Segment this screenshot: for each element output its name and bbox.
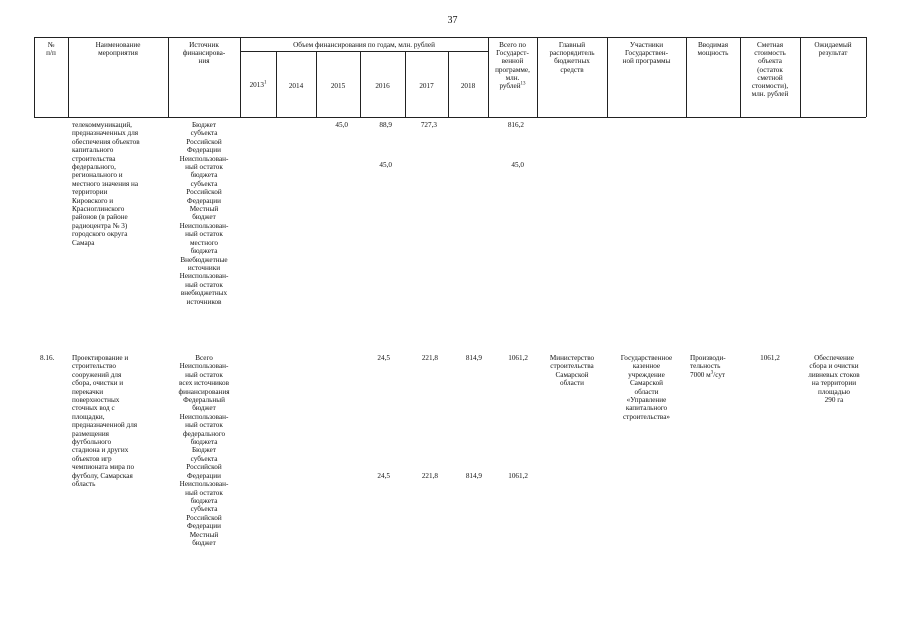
row-2-line2-total: 1061,2	[508, 472, 528, 480]
row-2-total: 1061,2	[508, 354, 528, 362]
header-total	[488, 41, 537, 90]
header-total-label: Всего по Государст- венной программе, млн. рублей	[495, 41, 530, 91]
header-num: № п/п	[46, 41, 56, 58]
row-2-num: 8.16.	[40, 354, 55, 362]
header-participants: Участники Государствен- ной программы	[622, 41, 671, 66]
row-2-estimated-cost: 1061,2	[760, 354, 780, 362]
table-top-border	[34, 37, 866, 38]
row-2-line2-y2017: 221,8	[421, 472, 438, 480]
row-2-sources: Всего Неиспользован- ный остаток всех источников финансирования Федеральный бюджет Неиспользован- ный остаток федерального бюджета Бюджет субъекта Российской Федерации Неиспользован- ный остаток бюджета субъекта Российской Федерации Местный бюджет	[178, 354, 230, 547]
row-2-manager: Министерство строительства Самарской области	[549, 354, 595, 388]
header-expected-result: Ожидаемый результат	[814, 41, 852, 58]
row-1-line2-total: 45,0	[511, 161, 524, 169]
row-1-line2-y2016: 45,0	[379, 161, 392, 169]
header-capacity: Вводимая мощность	[697, 41, 729, 58]
header-year-2013	[240, 81, 276, 89]
header-year-2015: 2015	[330, 82, 346, 90]
col-border-right	[866, 37, 867, 117]
row-1-measure: телекоммуникаций, предназначенных для обеспечения объектов капитального строительства федерального, регионального и местного значения на территории Кировского и Красноглинского районов (в районе радиоцентра № 3) городского округа Самара	[72, 121, 140, 247]
header-bottom-border	[34, 117, 866, 118]
row-2-line2-y2016: 24,5	[377, 472, 390, 480]
header-estimated-cost: Сметная стоимость объекта (остаток сметной стоимости), млн. рублей	[751, 41, 789, 99]
header-source: Источник финансирова- ния	[182, 41, 226, 66]
row-1-y2015: 45,0	[335, 121, 348, 129]
row-2-line2-y2018: 814,9	[465, 472, 482, 480]
year-2013-label: 2013	[249, 81, 264, 89]
header-volume: Объем финансирования по годам, млн. рублей	[293, 41, 435, 49]
row-1-y2017: 727,3	[420, 121, 437, 129]
volume-header-divider	[240, 51, 488, 52]
header-total-footnote: 13	[520, 81, 526, 87]
capacity-text: Производи- тельность 7000 м	[690, 354, 726, 379]
header-measure: Наименование мероприятия	[95, 41, 141, 58]
header-year-2014: 2014	[288, 82, 304, 90]
row-1-sources: Бюджет субъекта Российской Федерации Неиспользован- ный остаток бюджета субъекта Российской Федерации Местный бюджет Неиспользован- ный остаток местного бюджета Внебюджетные источники Неиспользован- ный остаток внебюджетных источников	[179, 121, 229, 306]
row-2-expected-result: Обеспечение сбора и очистки ливневых стоков на территории площадью 290 га	[808, 354, 860, 405]
page-number: 37	[447, 15, 458, 26]
header-year-2018: 2018	[460, 82, 476, 90]
row-1-y2016: 88,9	[379, 121, 392, 129]
year-2013-footnote: 1	[263, 80, 267, 86]
row-2-y2016: 24,5	[377, 354, 390, 362]
row-2-measure: Проектирование и строительство сооружений для сбора, очистки и перекачки поверхностных сточных вод с площадки, предназначенной для размещения футбольного стадиона и других объектов игр чемпионата мира по футболу, Самарская область	[72, 354, 138, 489]
header-main-manager: Главный распорядитель бюджетных средств	[549, 41, 595, 74]
row-2-participant: Государственное казенное учреждение Самарской области «Управление капитального строительства»	[620, 354, 673, 421]
row-1-total: 816,2	[507, 121, 524, 129]
row-2-capacity	[690, 354, 740, 379]
row-2-y2018: 814,9	[465, 354, 482, 362]
header-year-2017: 2017	[419, 82, 434, 90]
header-year-2016: 2016	[375, 82, 390, 90]
capacity-unit: /сут	[713, 370, 726, 379]
capacity-sup: 3	[710, 370, 714, 376]
row-2-y2017: 221,8	[421, 354, 438, 362]
